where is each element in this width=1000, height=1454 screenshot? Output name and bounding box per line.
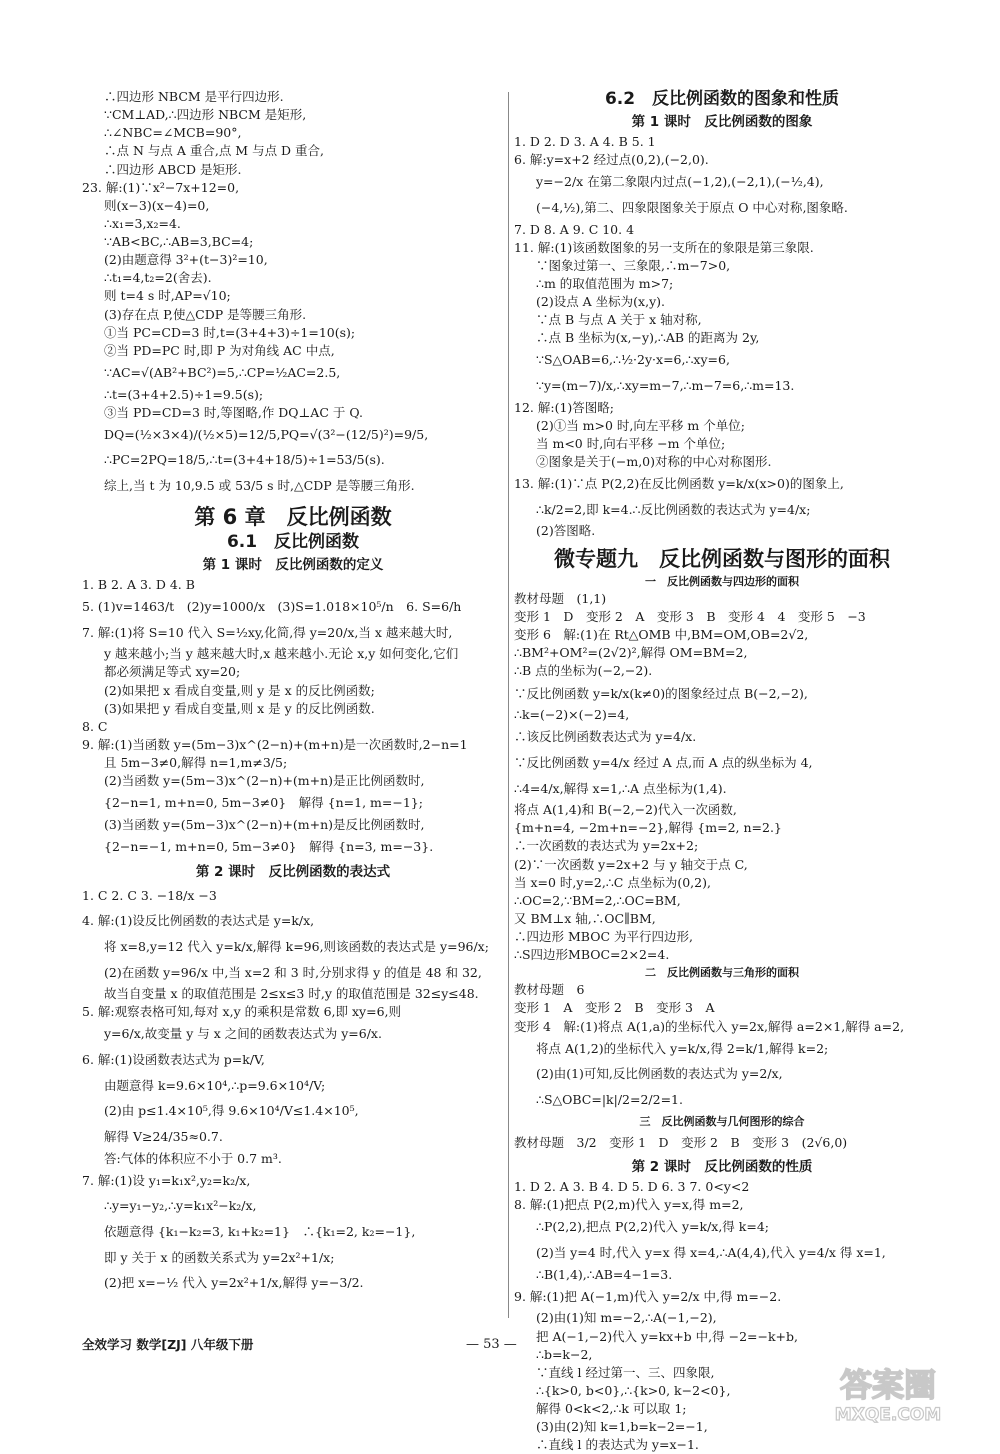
special-topic-part3 xyxy=(514,1130,930,1156)
answer-line: 且 5m−3≠0,解得 n=1,m≠3/5; xyxy=(104,755,288,771)
answer-line: (2)∵一次函数 y=2x+2 与 y 轴交于点 C, xyxy=(514,856,748,872)
answer-line: 则(x−3)(x−4)=0, xyxy=(104,197,210,213)
answer-line: 当 m<0 时,向右平移 −m 个单位; xyxy=(536,435,726,451)
special-topic-part1 xyxy=(514,590,930,964)
answer-line: 8. C xyxy=(82,718,108,734)
section-title: 6.2 反比例函数的图象和性质 xyxy=(604,89,840,109)
answer-line: 23. 解:(1)∵x²−7x+12=0, xyxy=(82,179,240,195)
answer-line: 6. 解:(1)设函数表达式为 p=k/V, xyxy=(82,1052,265,1068)
answer-line: ∴k=(−2)×(−2)=4, xyxy=(514,707,630,723)
answer-line: ∴t₁=4,t₂=2(舍去). xyxy=(104,270,212,286)
answer-line: 9. 解:(1)把 A(−1,m)代入 y=2/x 中,得 m=−2. xyxy=(514,1288,782,1304)
subtopic-title: 二 反比例函数与三角形的面积 xyxy=(645,966,799,980)
answer-line: ∵点 B 与点 A 关于 x 轴对称, xyxy=(536,312,702,328)
watermark-logo-top: 答案圈 xyxy=(839,1366,937,1404)
answer-line: (2)把 x=−½ 代入 y=2x²+1/x,解得 y=−3/2. xyxy=(104,1275,364,1291)
answer-line: (2)由(1)知 m=−2,∴A(−1,−2), xyxy=(536,1310,717,1326)
book-title: 全效学习 数学[ZJ] 八年级下册 xyxy=(82,1337,254,1352)
answer-line: DQ=(½×3×4)/(½×5)=12/5,PQ=√(3²−(12/5)²)=9/5, xyxy=(104,426,429,442)
answer-line: ∴该反比例函数表达式为 y=4/x. xyxy=(514,729,697,745)
right-column xyxy=(514,88,930,1454)
answer-line: {2−n=−1, m+n=0, 5m−3≠0} 解得 {n=3, m=−3}. xyxy=(104,839,434,855)
answer-line: 8. 解:(1)把点 P(2,m)代入 y=x,得 m=2, xyxy=(514,1197,744,1213)
answer-line: ∴k/2=2,即 k=4.∴反比例函数的表达式为 y=4/x; xyxy=(536,501,811,517)
answer-line: ∵AC=√(AB²+BC²)=5,∴CP=½AC=2.5, xyxy=(104,364,341,380)
left-column xyxy=(82,88,504,1296)
special-topic-part2 xyxy=(514,981,930,1112)
answer-line: 将点 A(1,4)和 B(−2,−2)代入一次函数, xyxy=(514,802,737,818)
answer-line: ∴B 点的坐标为(−2,−2). xyxy=(514,663,653,679)
answer-line: 又 BM⊥x 轴,∴OC∥BM, xyxy=(514,910,656,926)
answer-line: ∵AB<BC,∴AB=3,BC=4; xyxy=(104,234,254,249)
answer-line: ∵反比例函数 y=k/x(k≠0)的图象经过点 B(−2,−2), xyxy=(514,685,808,701)
answer-line: 则 t=4 s 时,AP=√10; xyxy=(104,288,231,304)
answer-line: 将 x=8,y=12 代入 y=k/x,解得 k=96,则该函数的表达式是 y=96/x; xyxy=(104,938,489,954)
answer-line: 6. 解:y=x+2 经过点(0,2),(−2,0). xyxy=(514,152,709,168)
answer-line: 变形 1 A 变形 2 B 变形 3 A xyxy=(514,1000,715,1016)
answer-line: ∵CM⊥AD,∴四边形 NBCM 是矩形, xyxy=(104,107,307,123)
answer-line: 7. D 8. A 9. C 10. 4 xyxy=(514,221,635,237)
answer-line: 变形 4 解:(1)将点 A(1,a)的坐标代入 y=2x,解得 a=2×1,解得 a=2, xyxy=(514,1018,905,1034)
answer-line: 综上,当 t 为 10,9.5 或 53/5 s 时,△CDP 是等腰三角形. xyxy=(104,478,415,493)
answer-line: (2)当 y=4 时,代入 y=x 得 x=4,∴A(4,4),代入 y=4/x 得 x=1, xyxy=(536,1245,886,1261)
answer-line: (3)如果把 y 看成自变量,则 x 是 y 的反比例函数. xyxy=(104,700,375,716)
answer-line: ∴t=(3+4+2.5)÷1=9.5(s); xyxy=(104,386,264,402)
answer-line: ∴四边形 NBCM 是平行四边形. xyxy=(104,89,284,104)
answer-line: 1. D 2. D 3. A 4. B 5. 1 xyxy=(514,134,656,150)
answer-line: ∴4=4/x,解得 x=1,∴A 点坐标为(1,4). xyxy=(514,780,727,796)
answer-line: (2)答图略. xyxy=(536,523,596,539)
answer-line: ①当 PC=CD=3 时,t=(3+4+3)÷1=10(s); xyxy=(104,324,356,340)
answer-line: 答:气体的体积应不小于 0.7 m³. xyxy=(104,1150,282,1166)
answer-line: ∴PC=2PQ=18/5,∴t=(3+4+18/5)÷1=53/5(s). xyxy=(104,452,385,468)
answer-line: 9. 解:(1)当函数 y=(5m−3)x^(2−n)+(m+n)是一次函数时,2−n=1 xyxy=(82,736,468,752)
lesson-title: 第 1 课时 反比例函数的定义 xyxy=(202,557,384,574)
answer-line: y=−2/x 在第二象限内过点(−1,2),(−2,1),(−½,4), xyxy=(536,174,824,190)
answer-line: ∴BM²+OM²=(2√2)²,解得 OM=BM=2, xyxy=(514,645,748,661)
answer-line: 5. 解:观察表格可知,每对 x,y 的乘积是常数 6,即 xy=6,则 xyxy=(82,1004,402,1020)
lesson-title: 第 1 课时 反比例函数的图象 xyxy=(631,114,813,131)
answer-line: ∴b=k−2, xyxy=(536,1346,593,1362)
answer-line: ②图象是关于(−m,0)对称的中心对称图形. xyxy=(536,454,772,470)
answer-line: {m+n=4, −2m+n=−2},解得 {m=2, n=2.} xyxy=(514,820,782,836)
answer-line: ∴S四边形MBOC=2×2=4. xyxy=(514,947,670,963)
answer-line: 将点 A(1,2)的坐标代入 y=k/x,得 2=k/1,解得 k=2; xyxy=(536,1040,829,1056)
answer-line: (2)由题意得 3²+(t−3)²=10, xyxy=(104,252,268,268)
answer-line: ②当 PD=PC 时,即 P 为对角线 AC 中点, xyxy=(104,342,335,358)
answer-line: 把 A(−1,−2)代入 y=kx+b 中,得 −2=−k+b, xyxy=(536,1328,799,1344)
answer-line: 故当自变量 x 的取值范围是 2≤x≤3 时,y 的取值范围是 32≤y≤48. xyxy=(104,986,479,1002)
answer-line: ③当 PD=CD=3 时,等图略,作 DQ⊥AC 于 Q. xyxy=(104,404,363,420)
answer-line: 教材母题 6 xyxy=(514,982,585,998)
answer-line: (2)当函数 y=(5m−3)x^(2−n)+(m+n)是正比例函数时, xyxy=(104,773,425,789)
answer-line: ∵y=(m−7)/x,∴xy=m−7,∴m−7=6,∴m=13. xyxy=(536,378,795,394)
answer-line: (−4,½),第二、四象限图象关于原点 O 中心对称,图象略. xyxy=(536,199,848,215)
answer-line: (2)由(1)可知,反比例函数的表达式为 y=2/x, xyxy=(536,1066,783,1082)
sec62-answers xyxy=(514,133,930,541)
answer-line: 变形 1 D 变形 2 A 变形 3 B 变形 4 4 变形 5 −3 xyxy=(514,609,866,625)
answer-line: ∴{k>0, b<0},∴{k>0, k−2<0}, xyxy=(536,1382,731,1398)
answer-line: 11. 解:(1)该函数图象的另一支所在的象限是第三象限. xyxy=(514,239,814,255)
section-title: 6.1 反比例函数 xyxy=(226,531,360,552)
lesson1-answers xyxy=(82,576,504,860)
answer-line: 解得 V≥24/35≈0.7. xyxy=(104,1128,223,1144)
answer-line: (2)设点 A 坐标为(x,y). xyxy=(536,294,665,310)
answer-line: ∴直线 l 的表达式为 y=x−1. xyxy=(536,1437,699,1453)
answer-line: ∴点 N 与点 A 重合,点 M 与点 D 重合, xyxy=(104,143,325,159)
answer-line: (2)如果把 x 看成自变量,则 y 是 x 的反比例函数; xyxy=(104,682,375,698)
answer-line: 由题意得 k=9.6×10⁴,∴p=9.6×10⁴/V; xyxy=(104,1077,326,1093)
answer-line: 教材母题 3/2 变形 1 D 变形 2 B 变形 3 (2√6,0) xyxy=(514,1134,848,1150)
answer-line: 4. 解:(1)设反比例函数的表达式是 y=k/x, xyxy=(82,913,315,929)
answer-line: ∴x₁=3,x₂=4. xyxy=(104,215,181,231)
watermark-logo xyxy=(800,1358,976,1426)
answer-line: ∵S△OAB=6,∴½·2y·x=6,∴xy=6, xyxy=(536,352,730,368)
answer-line: (2)在函数 y=96/x 中,当 x=2 和 3 时,分别求得 y 的值是 48 和 32, xyxy=(104,964,482,980)
page-number: — 53 — xyxy=(466,1337,517,1352)
answer-line: 7. 解:(1)将 S=10 代入 S=½xy,化简,得 y=20/x,当 x 越来越大时, xyxy=(82,624,453,640)
answer-line: (2)①当 m>0 时,向左平移 m 个单位; xyxy=(536,417,745,433)
answer-line: ∴P(2,2),把点 P(2,2)代入 y=k/x,得 k=4; xyxy=(536,1219,769,1235)
answer-line: y=6/x,故变量 y 与 x 之间的函数表达式为 y=6/x. xyxy=(104,1026,382,1042)
answer-line: ∴y=y₁−y₂,∴y=k₁x²−k₂/x, xyxy=(104,1198,257,1214)
subtopic-title: 一 反比例函数与四边形的面积 xyxy=(645,574,799,588)
answer-line: 1. B 2. A 3. D 4. B xyxy=(82,576,195,592)
lesson-title: 第 2 课时 反比例函数的表达式 xyxy=(195,863,391,880)
answer-line: ∵反比例函数 y=4/x 经过 A 点,而 A 点的纵坐标为 4, xyxy=(514,754,813,770)
answer-line: 解得 0<k<2,∴k 可以取 1; xyxy=(536,1401,687,1417)
special-topic-title: 微专题九 反比例函数与图形的面积 xyxy=(554,546,890,571)
answer-line: y 越来越小;当 y 越来越大时,x 越来越小.无论 x,y 如何变化,它们 xyxy=(104,646,459,662)
answer-line: 教材母题 (1,1) xyxy=(514,590,607,606)
answer-line: ∴一次函数的表达式为 y=2x+2; xyxy=(514,838,699,854)
answer-line: 依题意得 {k₁−k₂=3, k₁+k₂=1} ∴{k₁=2, k₂=−1}, xyxy=(104,1223,416,1239)
answer-line: 12. 解:(1)答图略; xyxy=(514,399,614,415)
chapter-title: 第 6 章 反比例函数 xyxy=(194,504,392,529)
answer-line: 7. 解:(1)设 y₁=k₁x²,y₂=k₂/x, xyxy=(82,1172,251,1188)
answer-line: {2−n=1, m+n=0, 5m−3≠0} 解得 {n=1, m=−1}; xyxy=(104,795,423,811)
answer-line: 1. D 2. A 3. B 4. D 5. D 6. 3 7. 0<y<2 xyxy=(514,1179,750,1195)
answer-line: 都必须满足等式 xy=20; xyxy=(104,664,241,680)
answer-line: 1. C 2. C 3. −18/x −3 xyxy=(82,887,217,903)
answer-line: 当 x=0 时,y=2,∴C 点坐标为(0,2), xyxy=(514,874,711,890)
answer-line: ∵图象过第一、三象限,∴m−7>0, xyxy=(536,257,731,273)
column-divider xyxy=(508,92,509,1318)
answer-line: 变形 6 解:(1)在 Rt△OMB 中,BM=OM,OB=2√2, xyxy=(514,627,809,643)
answer-block-continued xyxy=(82,88,504,499)
answer-line: ∴OC=2,∵BM=2,∴OC=BM, xyxy=(514,892,681,908)
answer-line: (3)当函数 y=(5m−3)x^(2−n)+(m+n)是反比例函数时, xyxy=(104,816,425,832)
answer-line: ∴m 的取值范围为 m>7; xyxy=(536,275,674,291)
answer-line: ∴四边形 MBOC 为平行四边形, xyxy=(514,929,693,945)
watermark-logo-bottom: MXQE.COM xyxy=(834,1405,942,1425)
lesson-title: 第 2 课时 反比例函数的性质 xyxy=(631,1159,813,1176)
answer-line: ∴B(1,4),∴AB=4−1=3. xyxy=(536,1266,673,1282)
lesson2-answers xyxy=(82,883,504,1296)
answer-line: 5. (1)v=1463/t (2)y=1000/x (3)S=1.018×10⁵/n 6. S=6/h xyxy=(82,599,462,615)
answer-line: ∴点 B 坐标为(x,−y),∴AB 的距离为 2y, xyxy=(536,330,760,346)
subtopic-title: 三 反比例函数与几何图形的综合 xyxy=(639,1114,805,1128)
answer-line: 即 y 关于 x 的函数关系式为 y=2x²+1/x; xyxy=(104,1249,335,1265)
answer-line: (3)由(2)知 k=1,b=k−2=−1, xyxy=(536,1419,708,1435)
answer-line: (3)存在点 P,使△CDP 是等腰三角形. xyxy=(104,306,307,322)
answer-line: 13. 解:(1)∵点 P(2,2)在反比例函数 y=k/x(x>0)的图象上, xyxy=(514,476,844,492)
answer-line: (2)由 p≤1.4×10⁵,得 9.6×10⁴/V≤1.4×10⁵, xyxy=(104,1103,359,1119)
answer-line: ∴∠NBC=∠MCB=90°, xyxy=(104,125,242,141)
answer-line: ∵直线 l 经过第一、三、四象限, xyxy=(536,1364,715,1380)
answer-line: ∴S△OBC=|k|/2=2/2=1. xyxy=(536,1091,683,1107)
answer-line: ∴四边形 ABCD 是矩形. xyxy=(104,161,242,177)
